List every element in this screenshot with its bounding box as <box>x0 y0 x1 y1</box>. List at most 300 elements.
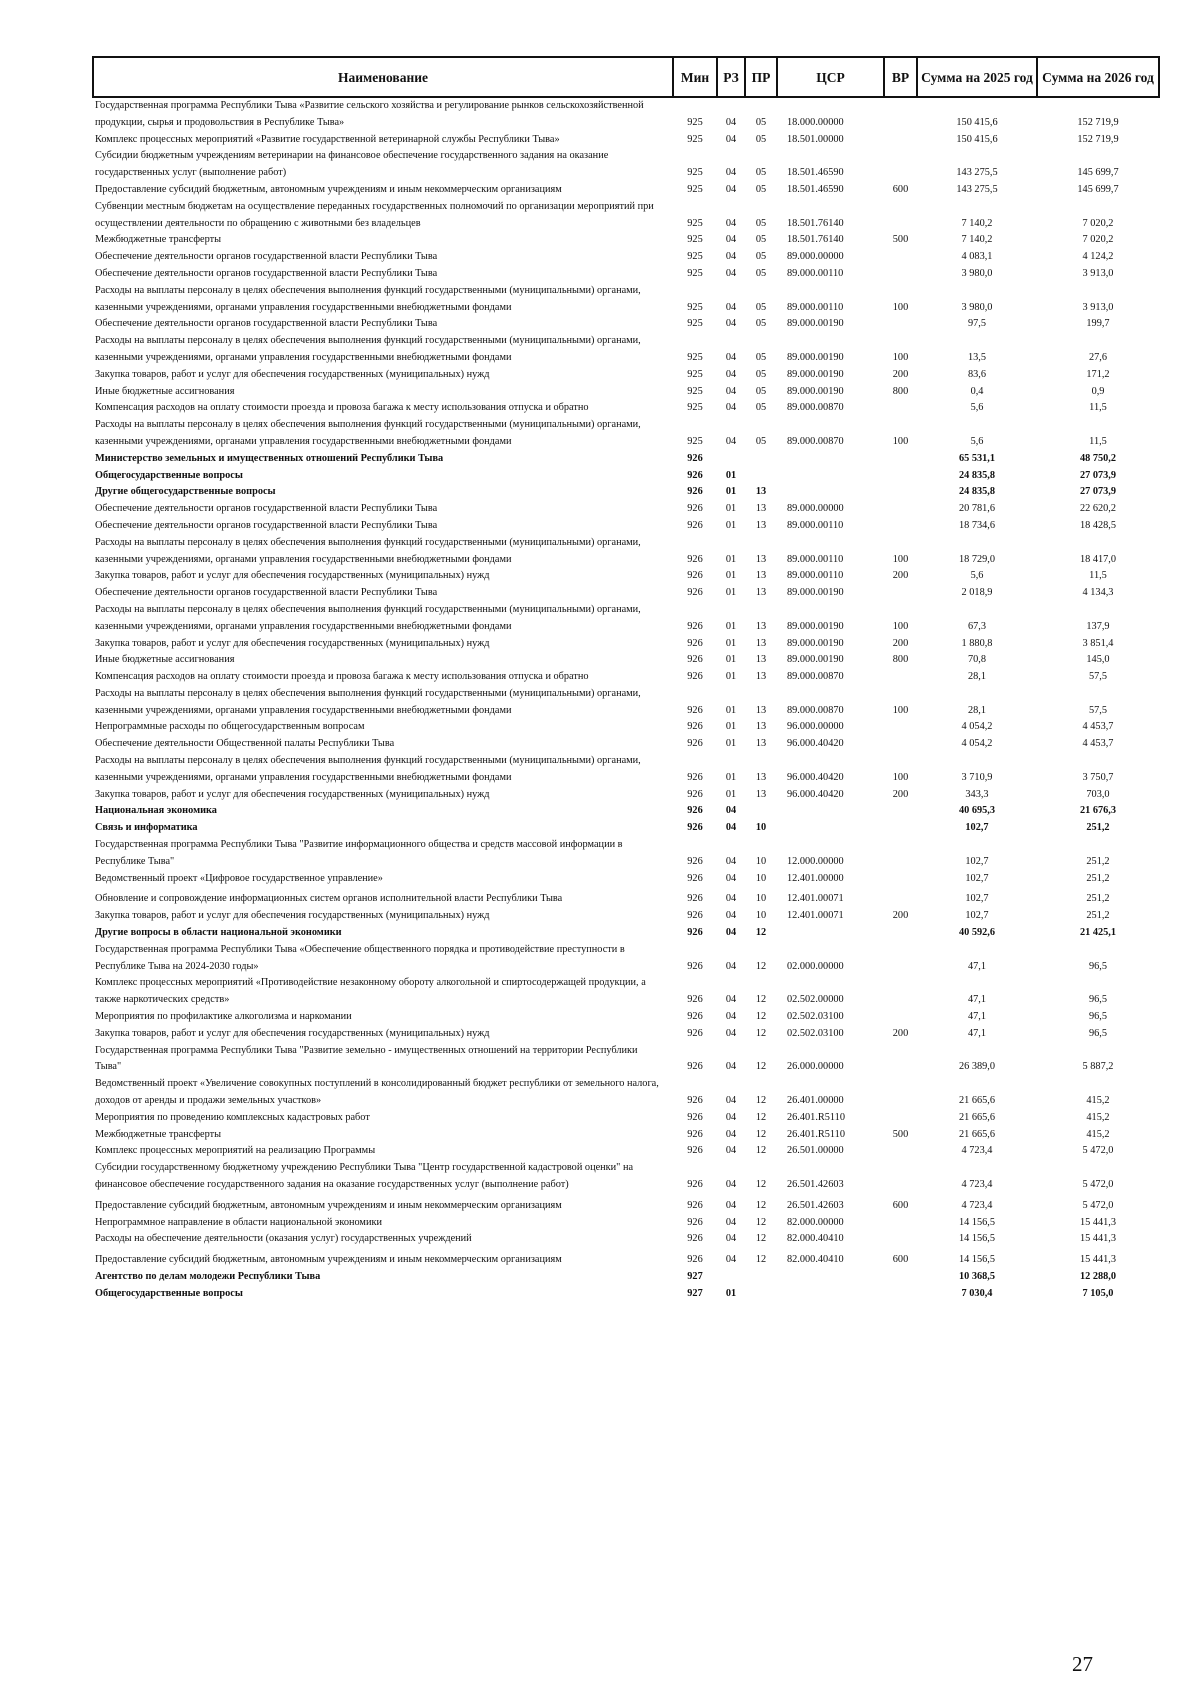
cell-pr: 12 <box>755 1027 767 1039</box>
cell-vr <box>884 1286 917 1303</box>
cell-min: 926 <box>687 910 703 922</box>
cell-sum-2026: 251,2 <box>1086 822 1110 834</box>
cell-rz <box>717 451 745 468</box>
cell-name: Обновление и сопровождение информационных систем органов исполнительной власти Республики Тыва <box>95 893 563 905</box>
cell-vr: 600 <box>892 1199 909 1211</box>
cell-pr: 12 <box>755 1254 767 1266</box>
cell-sum-2025: 5,6 <box>970 402 984 414</box>
table-row <box>93 384 1159 401</box>
cell-min: 925 <box>687 267 703 279</box>
cell-sum-2026: 15 441,3 <box>1079 1254 1117 1266</box>
cell-pr: 12 <box>755 960 767 972</box>
cell-pr: 13 <box>755 738 767 750</box>
cell-name: Связь и информатика <box>95 822 198 834</box>
cell-min: 926 <box>687 654 703 666</box>
cell-sum-2025: 3 710,9 <box>961 771 993 783</box>
cell-pr: 12 <box>755 1111 767 1123</box>
cell-csr: 89.000.00190 <box>787 385 844 397</box>
cell-csr: 96.000.40420 <box>787 771 844 783</box>
cell-name: Общегосударственные вопросы <box>95 469 243 481</box>
cell-sum-2025: 0,4 <box>970 385 984 397</box>
cell-vr <box>884 1009 917 1026</box>
cell-pr: 13 <box>755 721 767 733</box>
cell-sum-2025: 14 156,5 <box>958 1216 996 1228</box>
cell-pr: 13 <box>755 570 767 582</box>
cell-rz: 04 <box>725 960 737 972</box>
cell-sum-2026: 171,2 <box>1086 368 1110 380</box>
cell-name: Министерство земельных и имущественных отношений Республики Тыва <box>95 452 444 464</box>
cell-csr: 82.000.00000 <box>787 1216 844 1228</box>
cell-vr: 100 <box>892 704 909 716</box>
cell-vr <box>884 719 917 736</box>
cell-sum-2025: 24 835,8 <box>958 486 996 498</box>
cell-name: Общегосударственные вопросы <box>95 1287 243 1299</box>
cell-sum-2025: 2 018,9 <box>961 587 993 599</box>
table-row <box>93 1231 1159 1248</box>
table-row <box>93 871 1159 888</box>
cell-min: 926 <box>687 1216 703 1228</box>
cell-rz: 04 <box>725 1233 737 1245</box>
cell-rz: 04 <box>725 267 737 279</box>
cell-pr: 10 <box>755 822 767 834</box>
cell-rz: 01 <box>725 587 737 599</box>
table-row <box>93 820 1159 837</box>
table-row <box>93 975 1159 1009</box>
cell-sum-2025: 102,7 <box>965 855 989 867</box>
cell-sum-2025: 7 140,2 <box>961 217 993 229</box>
cell-csr: 18.501.00000 <box>787 133 844 145</box>
cell-min: 926 <box>687 1128 703 1140</box>
cell-vr <box>884 451 917 468</box>
cell-pr: 10 <box>755 893 767 905</box>
cell-sum-2026: 251,2 <box>1086 872 1110 884</box>
table-row <box>93 249 1159 266</box>
cell-vr <box>884 148 917 182</box>
table-header <box>93 57 1159 97</box>
cell-min: 926 <box>687 1061 703 1073</box>
cell-min: 925 <box>687 116 703 128</box>
cell-csr: 96.000.00000 <box>787 721 844 733</box>
cell-sum-2026: 145,0 <box>1086 654 1110 666</box>
cell-name: Комплекс процессных мероприятий «Противодействие незаконному обороту алкогольной и спиртосодержащей продукции, а также наркотических средств» <box>95 977 646 1006</box>
cell-csr: 18.501.76140 <box>787 234 844 246</box>
cell-min: 926 <box>687 738 703 750</box>
cell-sum-2026: 11,5 <box>1089 435 1107 447</box>
cell-vr <box>884 501 917 518</box>
table-row <box>93 787 1159 804</box>
cell-min: 926 <box>687 486 703 498</box>
cell-csr: 18.501.46590 <box>787 167 844 179</box>
cell-vr <box>884 1160 917 1194</box>
cell-min: 926 <box>687 1011 703 1023</box>
cell-name: Иные бюджетные ассигнования <box>95 385 235 397</box>
cell-sum-2025: 5,6 <box>970 570 984 582</box>
cell-sum-2026: 27 073,9 <box>1079 469 1117 481</box>
cell-min: 926 <box>687 620 703 632</box>
table-row <box>93 451 1159 468</box>
cell-pr: 05 <box>755 368 767 380</box>
cell-name: Другие общегосударственные вопросы <box>95 486 276 498</box>
cell-sum-2025: 67,3 <box>967 620 987 632</box>
table-row <box>93 501 1159 518</box>
table-row <box>93 1143 1159 1160</box>
cell-name: Компенсация расходов на оплату стоимости проезда и провоза багажа к месту использования отпуска и обратно <box>95 671 589 683</box>
cell-sum-2026: 21 676,3 <box>1079 805 1117 817</box>
cell-sum-2026: 4 134,3 <box>1082 587 1114 599</box>
cell-vr <box>884 199 917 233</box>
cell-csr <box>777 803 884 820</box>
cell-rz: 01 <box>725 1287 737 1299</box>
cell-min: 926 <box>687 519 703 531</box>
cell-csr: 26.501.42603 <box>787 1199 844 1211</box>
cell-rz: 04 <box>725 1145 737 1157</box>
cell-pr: 10 <box>755 872 767 884</box>
cell-rz: 04 <box>725 910 737 922</box>
cell-vr <box>884 736 917 753</box>
cell-rz: 04 <box>725 1111 737 1123</box>
cell-rz: 01 <box>725 620 737 632</box>
cell-vr: 200 <box>892 637 909 649</box>
cell-rz: 04 <box>725 893 737 905</box>
cell-pr: 13 <box>755 704 767 716</box>
cell-pr: 13 <box>755 486 767 498</box>
cell-rz: 01 <box>725 486 737 498</box>
cell-sum-2025: 102,7 <box>965 822 989 834</box>
cell-min: 926 <box>687 637 703 649</box>
cell-csr: 26.401.R5110 <box>787 1128 845 1140</box>
cell-sum-2025: 14 156,5 <box>958 1254 996 1266</box>
page-number: 27 <box>1072 1652 1093 1676</box>
header-sum-2026: Сумма на 2026 год <box>1037 57 1159 97</box>
cell-vr: 600 <box>892 1254 909 1266</box>
cell-sum-2026: 57,5 <box>1088 704 1108 716</box>
table-row <box>93 585 1159 602</box>
cell-rz: 01 <box>725 570 737 582</box>
cell-name: Обеспечение деятельности органов государственной власти Республики Тыва <box>95 503 438 515</box>
cell-vr: 200 <box>892 788 909 800</box>
cell-name: Расходы на выплаты персоналу в целях обеспечения выполнения функций государственными (муниципальными) органами, казенными учреждениями, органами управления государственными внебюджетными фондами <box>95 603 641 632</box>
cell-csr: 89.000.00110 <box>787 570 844 582</box>
cell-sum-2025: 4 083,1 <box>961 251 993 263</box>
cell-pr: 13 <box>755 654 767 666</box>
cell-sum-2026: 4 453,7 <box>1082 721 1114 733</box>
cell-min: 926 <box>687 805 703 817</box>
cell-sum-2025: 150 415,6 <box>956 116 998 128</box>
cell-pr: 13 <box>755 620 767 632</box>
cell-sum-2025: 26 389,0 <box>958 1061 996 1073</box>
cell-sum-2026: 7 020,2 <box>1082 217 1114 229</box>
cell-name: Государственная программа Республики Тыва "Развитие земельно - имущественных отношений на территории Республики Тыва" <box>95 1044 638 1073</box>
cell-vr <box>884 975 917 1009</box>
cell-csr: 89.000.00110 <box>787 301 844 313</box>
table-row <box>93 333 1159 367</box>
table-row <box>93 400 1159 417</box>
table-row <box>93 1286 1159 1303</box>
cell-sum-2026: 251,2 <box>1086 910 1110 922</box>
cell-csr: 89.000.00190 <box>787 620 844 632</box>
cell-pr: 13 <box>755 771 767 783</box>
cell-vr <box>884 316 917 333</box>
cell-csr: 89.000.00190 <box>787 368 844 380</box>
cell-rz: 04 <box>725 805 737 817</box>
cell-min: 926 <box>687 721 703 733</box>
cell-vr <box>884 925 917 942</box>
cell-name: Межбюджетные трансферты <box>95 234 222 246</box>
cell-name: Расходы на выплаты персоналу в целях обеспечения выполнения функций государственными (муниципальными) органами, казенными учреждениями, органами управления государственными внебюджетными фондами <box>95 335 641 363</box>
cell-name: Комплекс процессных мероприятий «Развитие государственной ветеринарной службы Республики Тыва» <box>95 133 560 145</box>
cell-pr: 12 <box>755 1011 767 1023</box>
cell-vr <box>884 669 917 686</box>
cell-sum-2025: 5,6 <box>970 435 984 447</box>
cell-rz: 01 <box>725 553 737 565</box>
cell-sum-2025: 40 592,6 <box>958 927 996 939</box>
cell-rz: 04 <box>725 1061 737 1073</box>
cell-sum-2025: 21 665,6 <box>958 1128 996 1140</box>
cell-name: Обеспечение деятельности органов государственной власти Республики Тыва <box>95 519 438 531</box>
table-row <box>93 182 1159 199</box>
cell-vr <box>884 585 917 602</box>
cell-min: 926 <box>687 704 703 716</box>
cell-name: Компенсация расходов на оплату стоимости проезда и провоза багажа к месту использования отпуска и обратно <box>95 402 589 414</box>
cell-pr: 05 <box>755 385 767 397</box>
cell-pr: 13 <box>755 587 767 599</box>
cell-min: 926 <box>687 503 703 515</box>
cell-rz: 04 <box>725 435 737 447</box>
cell-sum-2026: 57,5 <box>1088 671 1108 683</box>
cell-rz: 04 <box>725 822 737 834</box>
cell-min: 926 <box>687 1111 703 1123</box>
table-row <box>93 468 1159 485</box>
cell-sum-2026: 96,5 <box>1088 1011 1108 1023</box>
cell-sum-2025: 83,6 <box>967 368 987 380</box>
cell-csr <box>777 451 884 468</box>
cell-rz: 04 <box>725 1216 737 1228</box>
cell-csr <box>777 1269 884 1286</box>
cell-name: Предоставление субсидий бюджетным, автономным учреждениям и иным некоммерческим организациям <box>95 183 562 195</box>
header-sum-2025: Сумма на 2025 год <box>917 57 1037 97</box>
cell-sum-2025: 3 980,0 <box>961 267 993 279</box>
cell-name: Межбюджетные трансферты <box>95 1128 222 1140</box>
cell-rz: 04 <box>725 183 737 195</box>
header-name: Наименование <box>93 57 673 97</box>
cell-name: Мероприятия по проведению комплексных кадастровых работ <box>95 1111 370 1123</box>
cell-vr <box>884 820 917 837</box>
cell-name: Обеспечение деятельности органов государственной власти Республики Тыва <box>95 587 438 599</box>
cell-sum-2025: 4 723,4 <box>961 1145 993 1157</box>
cell-sum-2025: 47,1 <box>967 1011 987 1023</box>
header-min: Мин <box>673 57 717 97</box>
cell-csr: 89.000.00110 <box>787 519 844 531</box>
header-pr: ПР <box>745 57 777 97</box>
cell-rz: 01 <box>725 519 737 531</box>
cell-name: Субсидии бюджетным учреждениям ветеринарии на финансовое обеспечение государственного задания на оказание государственных услуг (выполнение работ) <box>95 150 609 179</box>
cell-csr: 89.000.00190 <box>787 587 844 599</box>
cell-rz: 04 <box>725 872 737 884</box>
cell-sum-2026: 11,5 <box>1089 570 1107 582</box>
table-row <box>93 484 1159 501</box>
cell-rz: 01 <box>725 654 737 666</box>
cell-name: Закупка товаров, работ и услуг для обеспечения государственных (муниципальных) нужд <box>95 1027 490 1039</box>
cell-csr: 89.000.00000 <box>787 251 844 263</box>
cell-csr: 89.000.00870 <box>787 671 844 683</box>
cell-min: 926 <box>687 469 703 481</box>
cell-min: 926 <box>687 927 703 939</box>
cell-csr: 12.401.00071 <box>787 910 844 922</box>
cell-csr <box>777 820 884 837</box>
cell-sum-2025: 14 156,5 <box>958 1233 996 1245</box>
cell-sum-2026: 415,2 <box>1086 1111 1110 1123</box>
cell-pr: 12 <box>755 1199 767 1211</box>
cell-min: 925 <box>687 234 703 246</box>
table-row <box>93 1009 1159 1026</box>
cell-vr: 800 <box>892 385 909 397</box>
cell-csr: 82.000.40410 <box>787 1233 844 1245</box>
table-row <box>93 568 1159 585</box>
cell-min: 926 <box>687 1233 703 1245</box>
table-row <box>93 283 1159 317</box>
table-row <box>93 199 1159 233</box>
cell-min: 926 <box>687 1095 703 1107</box>
cell-csr: 96.000.40420 <box>787 788 844 800</box>
cell-vr: 100 <box>892 771 909 783</box>
cell-sum-2026: 4 453,7 <box>1082 738 1114 750</box>
table-row <box>93 719 1159 736</box>
cell-min: 926 <box>687 1254 703 1266</box>
cell-sum-2026: 5 887,2 <box>1082 1061 1114 1073</box>
cell-csr: 89.000.00870 <box>787 435 844 447</box>
cell-min: 926 <box>687 788 703 800</box>
cell-pr: 12 <box>755 1095 767 1107</box>
table-row <box>93 887 1159 908</box>
cell-min: 926 <box>687 587 703 599</box>
budget-table <box>92 56 1160 1303</box>
cell-pr: 05 <box>755 402 767 414</box>
cell-sum-2026: 7 105,0 <box>1082 1287 1114 1299</box>
cell-sum-2026: 4 124,2 <box>1082 251 1114 263</box>
cell-rz: 04 <box>725 368 737 380</box>
cell-pr: 13 <box>755 553 767 565</box>
table-row <box>93 1076 1159 1110</box>
cell-sum-2025: 150 415,6 <box>956 133 998 145</box>
cell-min: 926 <box>687 671 703 683</box>
cell-vr: 500 <box>892 1128 909 1140</box>
table-row <box>93 803 1159 820</box>
cell-vr <box>884 1231 917 1248</box>
cell-name: Государственная программа Республики Тыва "Развитие информационного общества и средств массовой информации в Республике Тыва" <box>95 839 623 867</box>
cell-rz: 04 <box>725 318 737 330</box>
cell-csr: 26.000.00000 <box>787 1061 844 1073</box>
cell-pr: 13 <box>755 671 767 683</box>
cell-min: 926 <box>687 452 703 464</box>
cell-name: Комплекс процессных мероприятий на реализацию Программы <box>95 1145 376 1157</box>
cell-min: 925 <box>687 183 703 195</box>
cell-vr <box>884 803 917 820</box>
cell-vr <box>884 468 917 485</box>
cell-name: Закупка товаров, работ и услуг для обеспечения государственных (муниципальных) нужд <box>95 368 490 380</box>
cell-csr: 82.000.40410 <box>787 1254 844 1266</box>
cell-min: 927 <box>687 1287 703 1299</box>
cell-csr: 89.000.00190 <box>787 351 844 363</box>
cell-vr: 500 <box>892 234 909 246</box>
cell-sum-2026: 5 472,0 <box>1082 1179 1114 1190</box>
cell-sum-2026: 152 719,9 <box>1077 116 1119 128</box>
cell-rz: 04 <box>725 133 737 145</box>
table-row <box>93 736 1159 753</box>
table-row <box>93 636 1159 653</box>
cell-csr: 12.000.00000 <box>787 855 844 867</box>
header-rz: РЗ <box>717 57 745 97</box>
cell-pr: 05 <box>755 435 767 447</box>
cell-sum-2026: 11,5 <box>1089 402 1107 414</box>
table-row <box>93 1026 1159 1043</box>
cell-name: Другие вопросы в области национальной экономики <box>95 927 342 939</box>
cell-name: Мероприятия по профилактике алкоголизма и наркомании <box>95 1011 352 1023</box>
cell-rz <box>717 1269 745 1286</box>
cell-sum-2026: 96,5 <box>1088 1027 1108 1039</box>
cell-min: 925 <box>687 318 703 330</box>
table-row <box>93 316 1159 333</box>
cell-vr <box>884 518 917 535</box>
cell-rz: 04 <box>725 1095 737 1107</box>
cell-sum-2025: 28,1 <box>967 671 987 683</box>
cell-vr <box>884 871 917 888</box>
cell-min: 926 <box>687 893 703 905</box>
cell-name: Обеспечение деятельности Общественной палаты Республики Тыва <box>95 738 395 750</box>
cell-name: Государственная программа Республики Тыва «Развитие сельского хозяйства и регулирование рынков сельскохозяйственной продукции, сырья и продовольствия в Республике Тыва» <box>95 100 644 128</box>
cell-sum-2026: 3 913,0 <box>1082 301 1114 313</box>
cell-rz: 04 <box>725 167 737 179</box>
cell-sum-2025: 143 275,5 <box>956 167 998 179</box>
table-row <box>93 1160 1159 1194</box>
cell-csr: 96.000.40420 <box>787 738 844 750</box>
cell-name: Обеспечение деятельности органов государственной власти Республики Тыва <box>95 267 438 279</box>
cell-pr: 05 <box>755 267 767 279</box>
cell-pr <box>745 1286 777 1303</box>
table-row <box>93 1215 1159 1232</box>
cell-pr: 13 <box>755 503 767 515</box>
cell-pr <box>745 1269 777 1286</box>
table-row <box>93 908 1159 925</box>
cell-min: 926 <box>687 960 703 972</box>
cell-sum-2026: 152 719,9 <box>1077 133 1119 145</box>
cell-rz: 01 <box>725 771 737 783</box>
cell-sum-2025: 343,3 <box>965 788 989 800</box>
table-row <box>93 1110 1159 1127</box>
cell-name: Иные бюджетные ассигнования <box>95 654 235 666</box>
cell-sum-2025: 47,1 <box>967 1027 987 1039</box>
cell-sum-2026: 703,0 <box>1086 788 1110 800</box>
cell-sum-2026: 96,5 <box>1088 994 1108 1006</box>
cell-pr: 05 <box>755 234 767 246</box>
cell-vr: 200 <box>892 368 909 380</box>
cell-rz: 04 <box>725 1027 737 1039</box>
table-row <box>93 942 1159 976</box>
cell-rz: 01 <box>725 704 737 716</box>
cell-sum-2025: 7 140,2 <box>961 234 993 246</box>
cell-rz: 04 <box>725 1011 737 1023</box>
cell-pr: 13 <box>755 637 767 649</box>
cell-vr: 100 <box>892 553 909 565</box>
cell-sum-2026: 21 425,1 <box>1079 927 1117 939</box>
table-row <box>93 535 1159 569</box>
cell-vr <box>884 1043 917 1077</box>
cell-rz: 04 <box>725 1179 737 1190</box>
cell-min: 925 <box>687 351 703 363</box>
cell-sum-2025: 1 880,8 <box>961 637 993 649</box>
cell-pr: 12 <box>755 927 767 939</box>
cell-csr <box>777 925 884 942</box>
cell-csr <box>777 484 884 501</box>
